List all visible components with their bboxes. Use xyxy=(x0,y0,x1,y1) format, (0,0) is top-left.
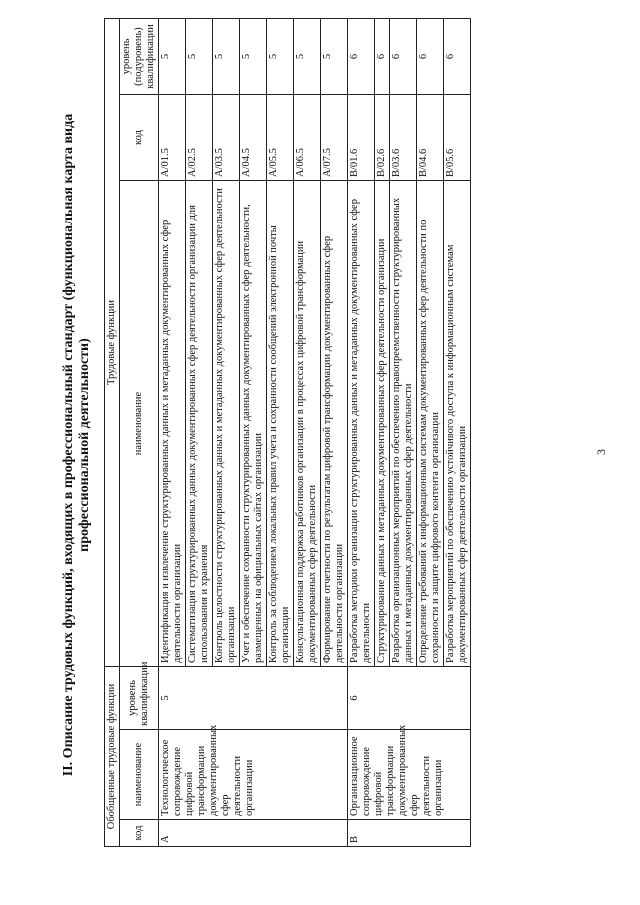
function-code: B/02.6 xyxy=(375,95,390,181)
header-function-code: код xyxy=(120,95,159,181)
function-name: Контроль за соблюдением локальных правил учета и сохранности сообщений электронной почты организации xyxy=(267,181,294,667)
function-name: Контроль целостности структурированных данных и метаданных документированных сфер деятельности организации xyxy=(213,181,240,667)
function-name: Консультационная поддержка работников организации в процессах цифровой трансформации документированных сфер деятельности xyxy=(294,181,321,667)
group-level: 6 xyxy=(348,667,471,730)
function-level: 5 xyxy=(213,18,240,94)
header-level: уровень квалификации xyxy=(120,667,159,730)
function-code: B/04.6 xyxy=(417,95,444,181)
function-code: A/05.5 xyxy=(267,95,294,181)
function-level: 5 xyxy=(186,18,213,94)
function-level: 5 xyxy=(240,18,267,94)
function-level: 5 xyxy=(159,18,186,94)
page-number: 3 xyxy=(594,449,608,455)
function-code: B/03.6 xyxy=(390,95,417,181)
function-level: 6 xyxy=(444,18,471,94)
table-row xyxy=(348,18,375,846)
header-function-name: наименование xyxy=(120,181,159,667)
header-function-level: уровень (подуровень) квалификации xyxy=(120,18,159,94)
function-code: A/07.5 xyxy=(321,95,348,181)
function-name: Идентификация и извлечение структурированных данных и метаданных документированных сфер деятельности организации xyxy=(159,181,186,667)
function-name: Разработка мероприятий по обеспечению устойчивого доступа к информационным системам документированных сфер деятельности организации xyxy=(444,181,471,667)
group-name: Технологическое сопровождение цифровой трансформации документированных сфер деятельности организации xyxy=(159,730,348,820)
header-code: код xyxy=(120,820,159,847)
function-level: 5 xyxy=(294,18,321,94)
function-level: 6 xyxy=(375,18,390,94)
function-name: Разработка методики организации структурированных данных и метаданных документированных сфер деятельности xyxy=(348,181,375,667)
group-code: В xyxy=(348,820,471,847)
function-name: Систематизация структурированных данных документированных сфер деятельности организации для использования и хранения xyxy=(186,181,213,667)
function-level: 5 xyxy=(267,18,294,94)
function-level: 6 xyxy=(348,18,375,94)
functional-map-table xyxy=(104,18,471,847)
section-title-line-1: II. Описание трудовых функций, входящих в профессиональный стандарт (функциональная карта вида xyxy=(61,113,76,777)
function-code: A/04.5 xyxy=(240,95,267,181)
header-labor-functions: Трудовые функции xyxy=(105,18,120,666)
group-code: А xyxy=(159,820,348,847)
function-code: A/02.5 xyxy=(186,95,213,181)
table-row xyxy=(159,18,186,846)
function-code: B/01.6 xyxy=(348,95,375,181)
function-level: 5 xyxy=(321,18,348,94)
function-level: 6 xyxy=(390,18,417,94)
function-code: A/01.5 xyxy=(159,95,186,181)
function-name: Учет и обеспечение сохранности структурированных данных документированных сфер деятельности, размещенных на официальных сайтах организации xyxy=(240,181,267,667)
function-code: B/05.6 xyxy=(444,95,471,181)
function-name: Формирование отчетности по результатам цифровой трансформации документированных сфер деятельности организации xyxy=(321,181,348,667)
function-name: Структурирование данных и метаданных документированных сфер деятельности организации xyxy=(375,181,390,667)
group-name: Организационное сопровождение цифровой трансформации документированных сфер деятельности организации xyxy=(348,730,471,820)
header-name: наименование xyxy=(120,730,159,820)
header-generalized: Обобщенные трудовые функции xyxy=(105,667,120,847)
group-level: 5 xyxy=(159,667,348,730)
function-name: Определение требований к информационным системам документированных сфер деятельности по сохранности и защите цифрового контента организации xyxy=(417,181,444,667)
function-code: A/03.5 xyxy=(213,95,240,181)
function-name: Разработка организационных мероприятий по обеспечению правопреемственности структурированных данных и метаданных документированных сфер деятельности xyxy=(390,181,417,667)
function-code: A/06.5 xyxy=(294,95,321,181)
section-title-line-2: профессиональной деятельности) xyxy=(77,338,92,552)
function-level: 6 xyxy=(417,18,444,94)
